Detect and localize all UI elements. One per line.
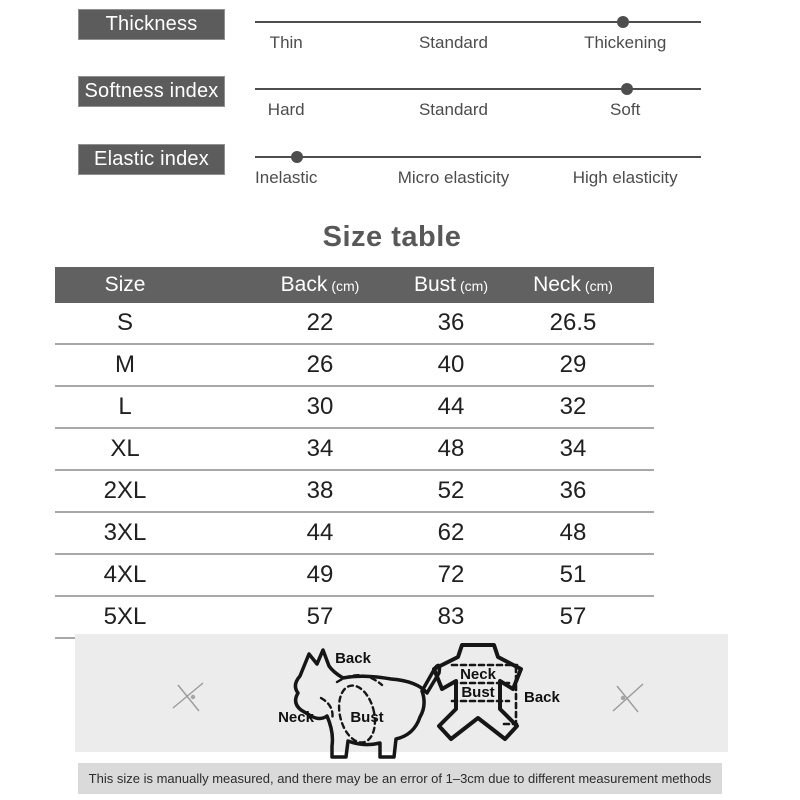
back-cell: 57 <box>306 603 334 630</box>
garment-bust-label: Bust <box>461 684 495 701</box>
bust-cell: 36 <box>437 309 465 336</box>
measuring-diagram <box>75 634 728 752</box>
tick-label: Thickening <box>584 33 667 52</box>
neck-cell: 57 <box>559 603 587 630</box>
table-row <box>55 555 654 597</box>
size-cell: L <box>118 393 132 420</box>
tick-label: Soft <box>610 100 641 119</box>
bust-cell: 62 <box>437 519 465 546</box>
table-row <box>55 471 654 513</box>
slider-line <box>255 21 701 23</box>
tick-label: Standard <box>418 33 488 52</box>
dog-measure-diagram <box>265 640 445 762</box>
neck-cell: 36 <box>559 477 587 504</box>
bust-cell: 83 <box>437 603 465 630</box>
column-header-bust: Bust (cm) <box>413 273 489 296</box>
watermark-cross-icon <box>607 678 647 718</box>
tick-label: Hard <box>267 100 305 119</box>
slider-dot-icon <box>621 83 633 95</box>
size-cell: M <box>115 351 135 378</box>
size-cell: 4XL <box>103 561 147 588</box>
size-cell: 3XL <box>103 519 147 546</box>
dog-neck-label: Neck <box>278 709 314 726</box>
tick-label: Inelastic <box>255 168 318 187</box>
tick-label: Micro elasticity <box>397 168 510 187</box>
thickness-index-label: Thickness index <box>78 9 225 40</box>
back-cell: 22 <box>306 309 334 336</box>
neck-cell: 26.5 <box>549 309 597 336</box>
elastic-index-label: Elastic index <box>78 144 225 175</box>
column-header-neck: Neck (cm) <box>533 273 613 296</box>
back-cell: 49 <box>306 561 334 588</box>
table-row <box>55 303 654 345</box>
slider-line <box>255 156 701 158</box>
elastic-index-slider <box>255 144 701 196</box>
size-cell: 5XL <box>103 603 147 630</box>
dog-bust-label: Bust <box>350 709 384 726</box>
table-row <box>55 513 654 555</box>
tick-label: Standard <box>418 100 488 119</box>
slider-dot-icon <box>291 151 303 163</box>
measurement-disclaimer: This size is manually measured, and there may be an error of 1–3cm due to different measurement methods <box>78 763 722 794</box>
neck-cell: 48 <box>559 519 587 546</box>
tick-label: High elasticity <box>572 168 678 187</box>
neck-cell: 34 <box>559 435 587 462</box>
table-row <box>55 429 654 471</box>
neck-cell: 32 <box>559 393 587 420</box>
column-header-back: Back (cm) <box>280 273 360 296</box>
slider-line <box>255 88 701 90</box>
slider-dot-icon <box>617 16 629 28</box>
thickness-index-slider <box>255 9 701 61</box>
garment-neck-label: Neck <box>460 666 496 683</box>
table-row <box>55 597 654 639</box>
size-table <box>55 267 654 639</box>
column-header-size: Size <box>104 273 146 296</box>
back-cell: 34 <box>306 435 334 462</box>
neck-cell: 29 <box>559 351 587 378</box>
back-cell: 44 <box>306 519 334 546</box>
back-cell: 26 <box>306 351 334 378</box>
softness-index-slider <box>255 76 701 128</box>
table-row <box>55 387 654 429</box>
size-cell: XL <box>110 435 140 462</box>
bust-cell: 48 <box>437 435 465 462</box>
back-cell: 30 <box>306 393 334 420</box>
softness-index-label: Softness index <box>78 76 225 107</box>
back-cell: 38 <box>306 477 334 504</box>
bust-cell: 44 <box>437 393 465 420</box>
garment-measure-diagram <box>425 640 560 748</box>
size-table-title: Size table <box>322 221 462 253</box>
table-row <box>55 345 654 387</box>
tick-label: Thin <box>269 33 303 52</box>
bust-cell: 52 <box>437 477 465 504</box>
size-cell: 2XL <box>103 477 147 504</box>
size-table-header <box>55 267 654 303</box>
garment-back-label: Back <box>524 689 560 706</box>
bust-cell: 40 <box>437 351 465 378</box>
dog-back-label: Back <box>335 650 371 667</box>
bust-cell: 72 <box>437 561 465 588</box>
size-cell: S <box>116 309 134 336</box>
neck-cell: 51 <box>559 561 587 588</box>
watermark-cross-icon <box>169 678 209 718</box>
